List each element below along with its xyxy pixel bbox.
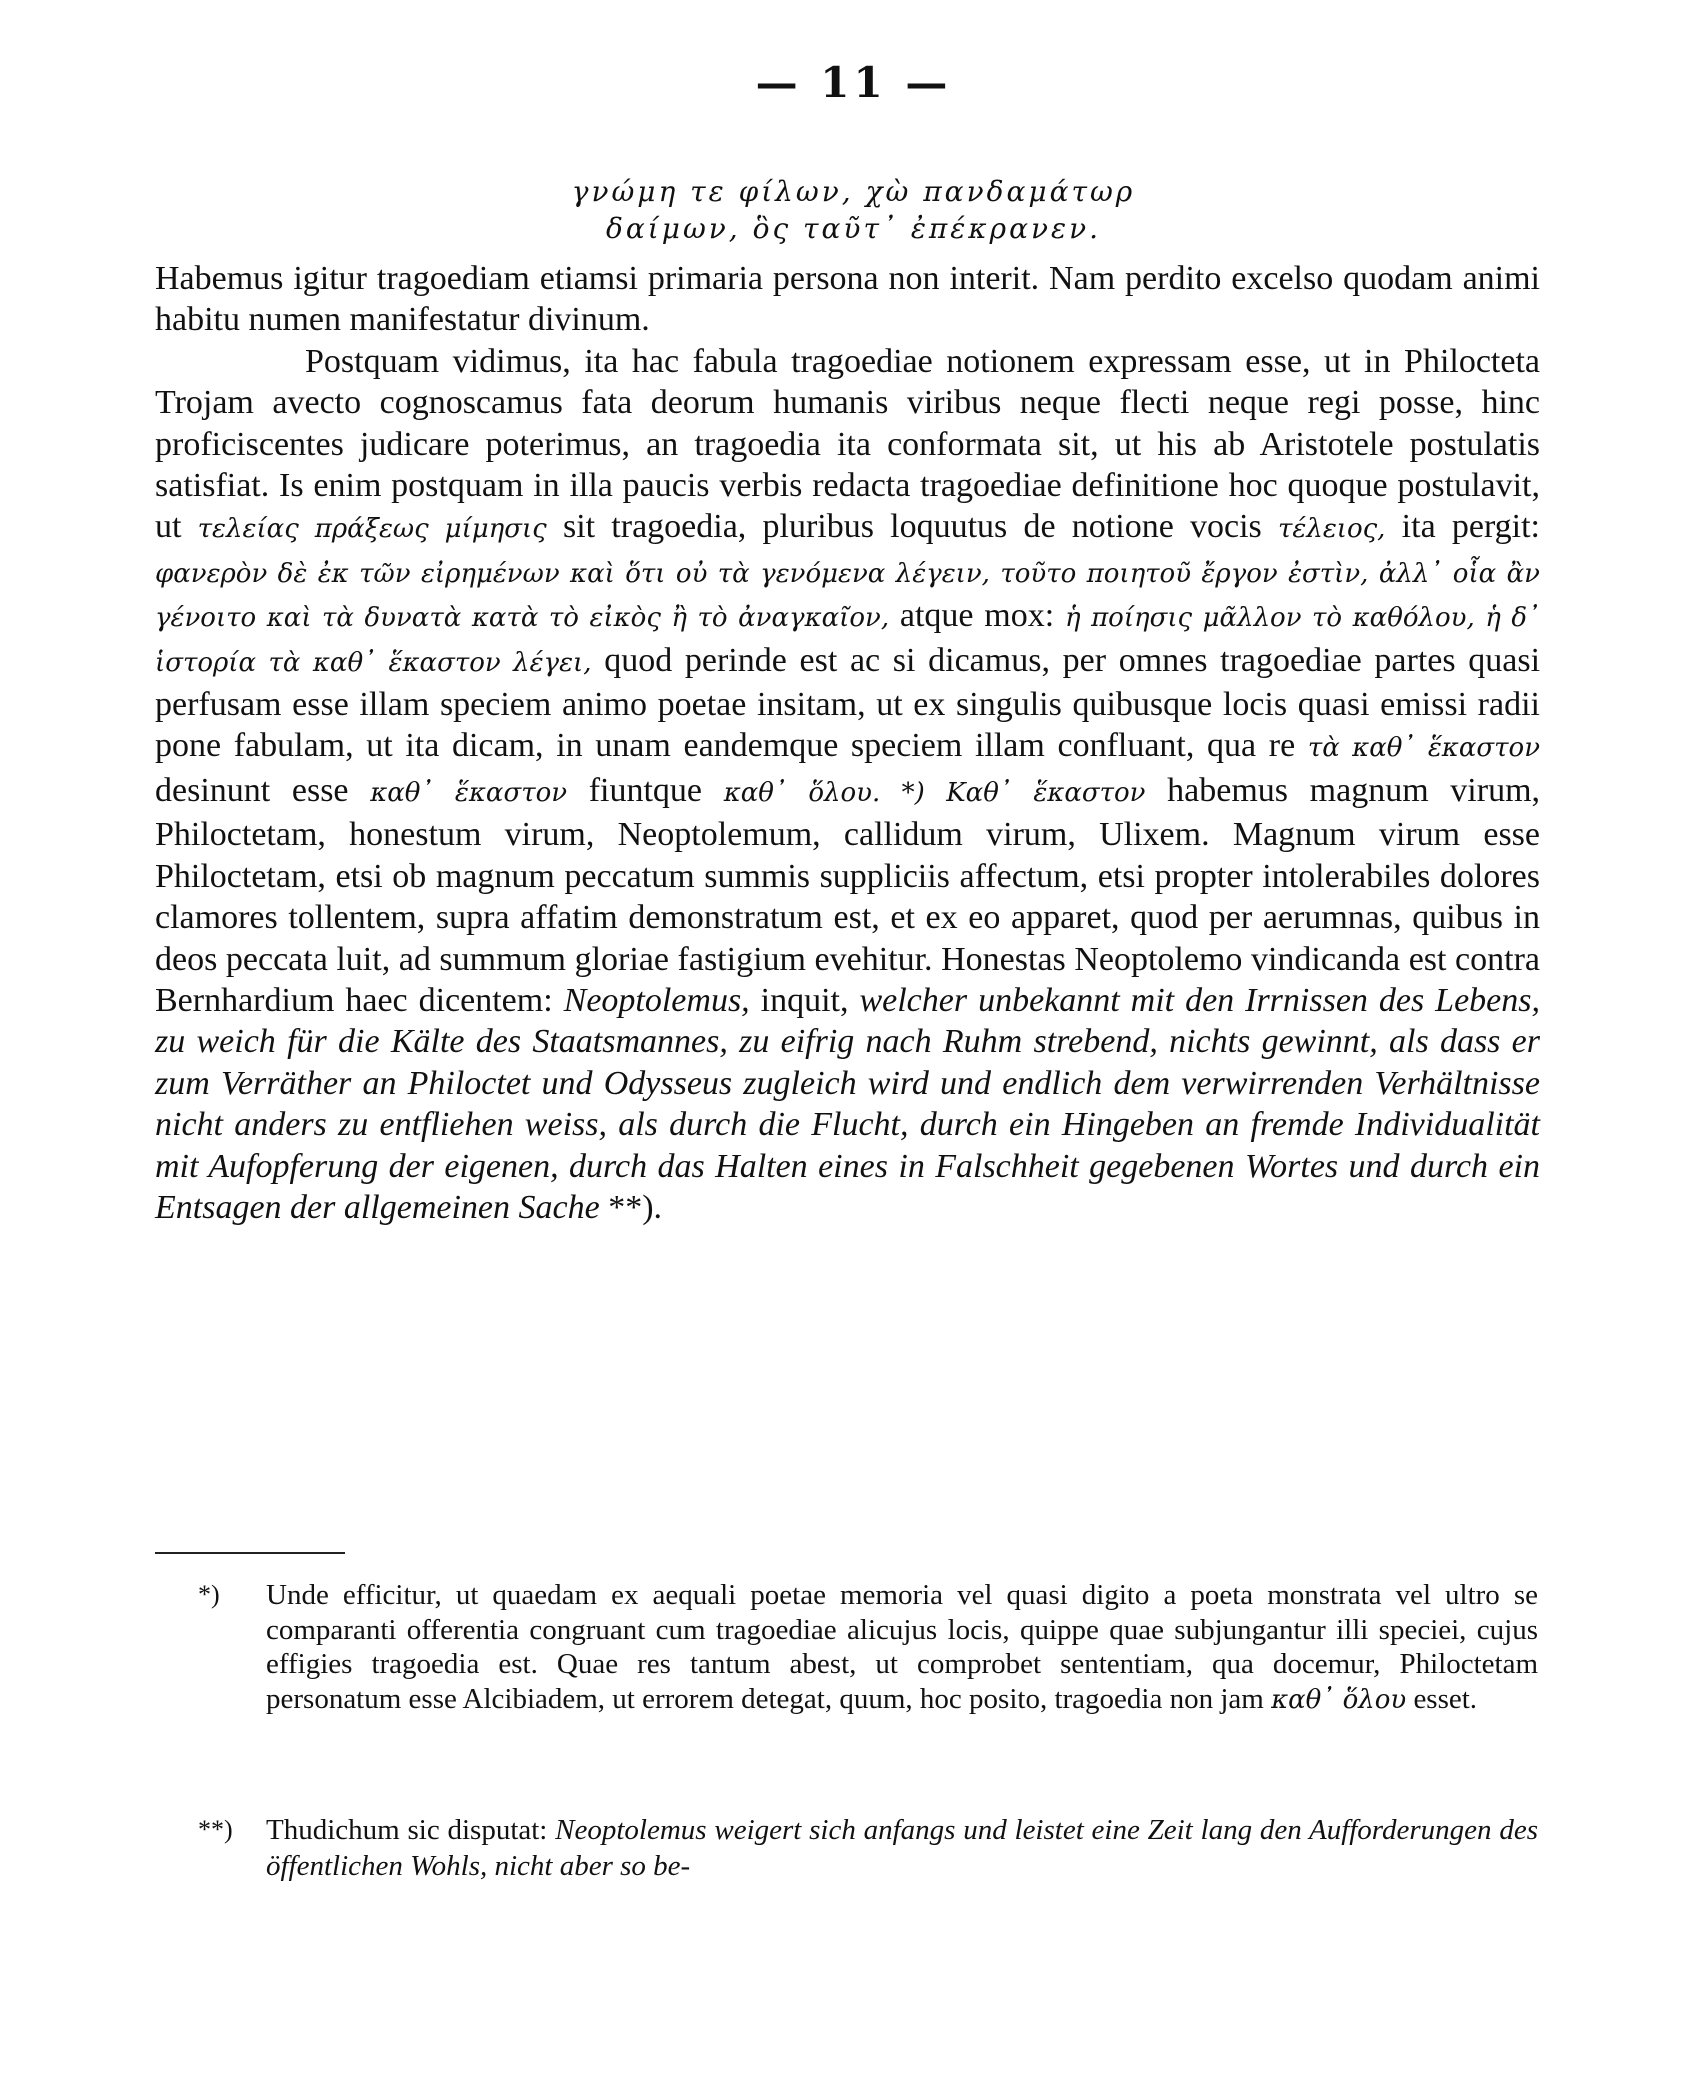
main-text bbox=[155, 258, 1540, 1228]
footnote-divider bbox=[155, 1552, 345, 1554]
greek-verse-line-2: δαίμων, ὃς ταῦτ᾽ ἐπέκρανεν. bbox=[606, 212, 1101, 245]
footnote-text: esset. bbox=[1413, 1682, 1478, 1715]
text-span: inquit, bbox=[760, 981, 849, 1019]
greek-verse-line-1: γνώμη τε φίλων, χὼ πανδαμάτωρ bbox=[571, 175, 1136, 208]
text-span: atque mox: bbox=[899, 597, 1055, 635]
german-quote: Neoptolemus weigert sich anfangs und leistet eine Zeit lang den Aufforderungen des öffentlichen Wohls, nicht aber so be- bbox=[266, 1814, 1538, 1882]
greek-quote: τέλειος, bbox=[1278, 514, 1386, 545]
text-span: sit tragoedia, pluribus loquutus de notione vocis bbox=[562, 508, 1262, 546]
footnote-text: Thudichum sic disputat: bbox=[266, 1814, 548, 1846]
text-span: desinunt esse bbox=[155, 771, 349, 809]
greek-quote: τελείας πράξεως μίμησις bbox=[197, 514, 547, 545]
greek-quote: καθ᾽ ὅλου bbox=[1271, 1684, 1407, 1715]
footnote-text: Unde efficitur, ut quaedam ex aequali poetae memoria vel quasi digito a poeta monstrata vel ultro se comparanti offerentia congruant cum tragoediae alicujus locis, quippe quae subjungantur illi speciei, cujus effigies tragoedia est. Quae res tantum abest, ut comprobet sententiam, qua docemur, Philoctetam personatum esse Alcibiadem, ut errorem detegat, quum, hoc posito, tragoedia non jam bbox=[266, 1579, 1538, 1715]
german-quote: welcher unbekannt mit den Irrnissen des Lebens, zu weich für die Kälte des Staatsmannes, zu eifrig nach Ruhm strebend, nichts gewinnt, als dass er zum Verräther an Philoctet und Odysseus zugleich wird und endlich dem verwirrenden Verhältnisse nicht anders zu entfliehen weiss, als durch die Flucht, durch ein Hingeben an fremde Individualität mit Aufopferung der eigenen, durch das Halten eines in Falschheit gegebenen Wortes und durch ein Entsagen der allgemeinen Sache bbox=[155, 981, 1540, 1226]
greek-quote: ἡ ποίησις μᾶλλον τὸ καθόλου, ἡ δ᾽ ἱστορία τὰ καθ᾽ ἕκαστον λέγει, bbox=[155, 603, 1541, 678]
footnote-2 bbox=[198, 1812, 1538, 1884]
text-span: ita pergit: bbox=[1401, 508, 1541, 546]
paragraph-1: Habemus igitur tragoediam etiamsi primaria persona non interit. Nam perdito excelso quodam animi habitu numen manifestatur divinum. bbox=[155, 260, 1540, 339]
text-span: fiuntque bbox=[588, 771, 703, 809]
footnote-marker: *) bbox=[198, 1580, 220, 1609]
footnote-1 bbox=[198, 1578, 1538, 1717]
page-number: — 11 — bbox=[755, 58, 952, 107]
text-span: habemus magnum virum, Philoctetam, honestum virum, Neoptolemum, callidum virum, Ulixem. Magnum virum esse Philoctetam, etsi ob magnum peccatum summis suppliciis affectum, etsi propter intolerabiles dolores clamores tollentem, supra affatim demonstratum est, et ex eo apparet, quod per aerumnas, quibus in deos peccata luit, ad summum gloriae fastigium evehitur. Honestas Neoptolemo vindicanda est contra Bernhardium haec dicentem: bbox=[155, 771, 1541, 1019]
footnote-ref: **). bbox=[608, 1188, 663, 1226]
greek-quote: φανερὸν δὲ ἐκ τῶν εἰρημένων καὶ ὅτι οὐ τὰ γενόμενα λέγειν, τοῦτο ποιητοῦ ἔργον ἐστὶν, ἀλλ᾽ οἷα ἂν γένοιτο καὶ τὰ δυνατὰ κατὰ τὸ εἰκὸς ἢ τὸ ἀναγκαῖον, bbox=[155, 558, 1540, 634]
paragraph-2 bbox=[155, 341, 1540, 1229]
footnote-marker: **) bbox=[198, 1815, 233, 1844]
text-span: quod perinde est ac si dicamus, per omnes tragoediae partes quasi perfusam esse illam speciem animo poetae insitam, ut ex singulis quibusque locis quasi emissi radii pone fabulam, ut ita dicam, in unam eandemque speciem illam confluant, qua re bbox=[155, 641, 1541, 765]
greek-quote: καθ᾽ ἕκαστον bbox=[370, 777, 568, 808]
greek-quote: τὰ καθ᾽ ἕκαστον bbox=[1307, 733, 1540, 764]
text-span: Postquam vidimus, ita hac fabula tragoediae notionem expressam esse, ut in Philocteta Trojam avecto cognoscamus fata deorum humanis viribus neque flecti neque regi posse, hinc proficiscentes judicare poterimus, an tragoedia ita conformata sit, ut his ab Aristotele postulatis satisfiat. Is enim postquam in illa paucis verbis redacta tragoediae definitione hoc quoque postulavit, ut bbox=[155, 342, 1540, 546]
greek-quote: καθ᾽ ὅλου. *) Καθ᾽ ἕκαστον bbox=[723, 777, 1146, 808]
german-quote: Neoptolemus, bbox=[563, 981, 750, 1019]
